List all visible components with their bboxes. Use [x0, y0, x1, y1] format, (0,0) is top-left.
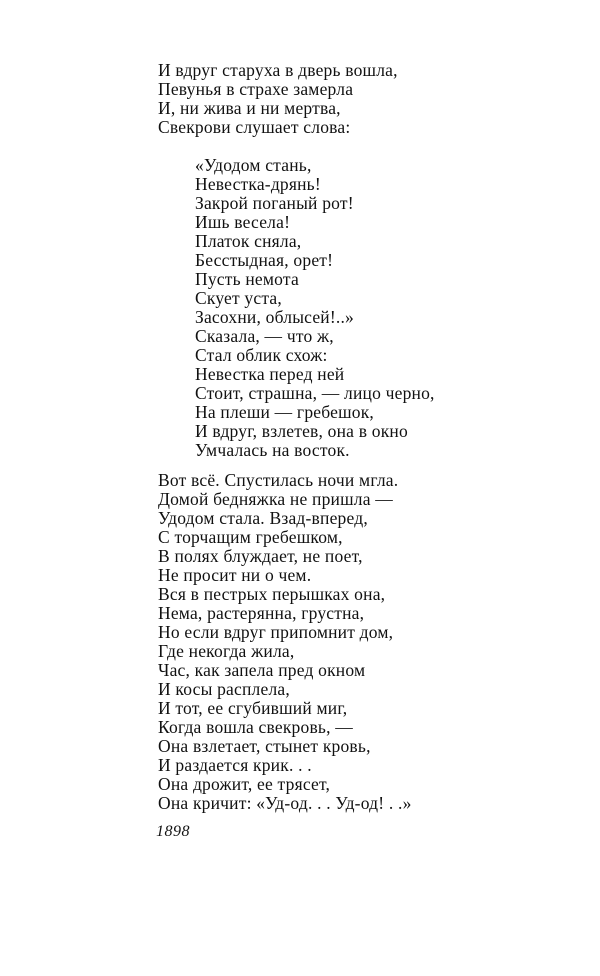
stanza-1 — [158, 61, 398, 137]
poem-line: Час, как запела пред окном — [158, 660, 366, 680]
poem-line: Она дрожит, ее трясет, — [158, 774, 331, 794]
poem-line: Платок сняла, — [195, 231, 302, 251]
poem-line: Домой бедняжка не пришла — — [158, 489, 393, 509]
poem-line: Она взлетает, стынет кровь, — [158, 736, 371, 756]
poem-line: Свекрови слушает слова: — [158, 117, 351, 137]
poem-line: И вдруг, взлетев, она в окно — [195, 421, 408, 441]
stanza-3 — [158, 471, 412, 813]
poem-line: Засохни, облысей!..» — [195, 307, 354, 327]
poem-line: Стал облик схож: — [195, 345, 328, 365]
poem-line: Невестка-дрянь! — [195, 174, 321, 194]
poem-line: И косы расплела, — [158, 679, 290, 699]
poem-line: В полях блуждает, не поет, — [158, 546, 363, 566]
poem-line: Ишь весела! — [195, 212, 291, 232]
poem-line: И тот, ее сгубивший миг, — [158, 698, 348, 718]
poem-year: 1898 — [156, 823, 190, 840]
poem-line: Стоит, страшна, — лицо черно, — [195, 383, 435, 403]
poem-line: Удодом стала. Взад-вперед, — [158, 508, 368, 528]
poem-line: С торчащим гребешком, — [158, 527, 343, 547]
poem-line: Сказала, — что ж, — [195, 326, 334, 346]
poem-line: Невестка перед ней — [195, 364, 345, 384]
poem-line: И, ни жива и ни мертва, — [158, 98, 341, 118]
poem-line: Скует уста, — [195, 288, 282, 308]
poem-line: И раздается крик. . . — [158, 755, 312, 775]
poem-line: На плеши — гребешок, — [195, 402, 374, 422]
poem-line: Где некогда жила, — [158, 641, 295, 661]
poem-line: «Удодом стань, — [195, 155, 312, 175]
poem-line: Она кричит: «Уд-од. . . Уд-од! . .» — [158, 793, 412, 813]
poem-line: Певунья в страхе замерла — [158, 79, 354, 99]
poem-line: Нема, растерянна, грустна, — [158, 603, 365, 623]
stanza-2 — [195, 156, 435, 460]
poem-line: Вся в пестрых перышках она, — [158, 584, 386, 604]
poem-line: Бесстыдная, орет! — [195, 250, 334, 270]
poem-line: Вот всё. Спустилась ночи мгла. — [158, 470, 399, 490]
poem-line: Когда вошла свекровь, — — [158, 717, 353, 737]
poem-line: И вдруг старуха в дверь вошла, — [158, 60, 398, 80]
poem-line: Умчалась на восток. — [195, 440, 350, 460]
poem-line: Но если вдруг припомнит дом, — [158, 622, 394, 642]
poem-line: Не просит ни о чем. — [158, 565, 312, 585]
poem-line: Закрой поганый рот! — [195, 193, 354, 213]
poem-line: Пусть немота — [195, 269, 299, 289]
